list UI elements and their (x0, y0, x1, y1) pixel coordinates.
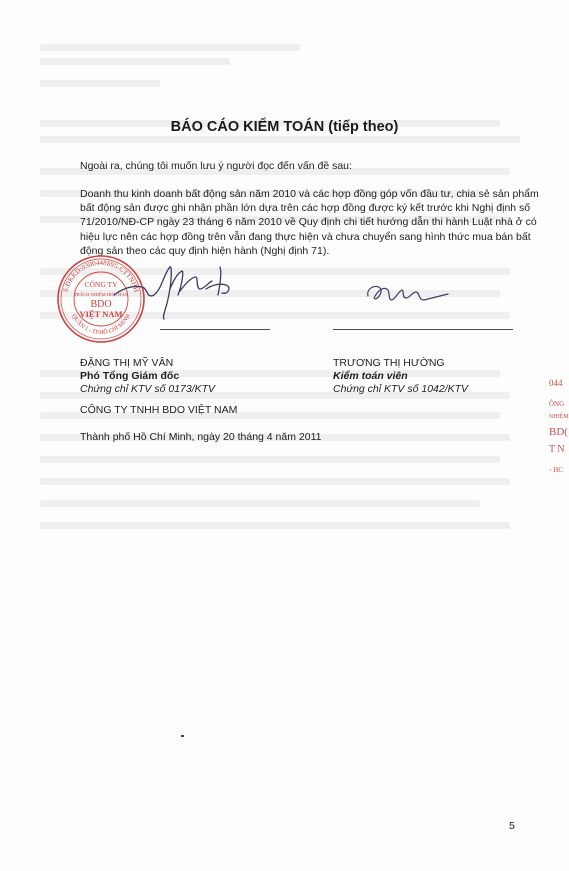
seal-line-bdo: BDO (90, 299, 112, 310)
signature-line-left (160, 329, 270, 330)
signatory-left-title: Phó Tổng Giám đốc (80, 370, 180, 382)
edge-stamp-text: ◦ HC (549, 466, 563, 474)
seal-arc-bottom: QUẬN 1 - TP.HỒ CHÍ MINH (70, 313, 132, 337)
place-date: Thành phố Hồ Chí Minh, ngày 20 tháng 4 năm 2011 (80, 431, 322, 443)
ghost-line (40, 500, 480, 507)
ghost-line (40, 44, 300, 51)
seal-line-type: TRÁCH NHIỆM HỮU HẠN (73, 292, 129, 297)
edge-stamp-text: ÔNG (549, 400, 565, 408)
emphasis-paragraph (80, 187, 539, 258)
signatory-left-certificate: Chứng chỉ KTV số 0173/KTV (80, 383, 216, 395)
signatory-right-certificate: Chứng chỉ KTV số 1042/KTV (333, 383, 469, 395)
paragraph-line: hiệu lực nên các hợp đồng trên vẫn đang thực hiện và chưa chuyển sang hình thức mua bán bất (80, 230, 531, 243)
ghost-line (40, 58, 230, 65)
seal-line-vietnam: VIỆT NAM (79, 309, 123, 319)
ghost-line (40, 456, 500, 463)
signature-line-right (333, 329, 513, 330)
signatory-right-title: Kiểm toán viên (333, 370, 408, 382)
scan-speck (181, 735, 184, 737)
report-title: BÁO CÁO KIỂM TOÁN (tiếp theo) (170, 119, 399, 135)
edge-stamp-text: BD( (549, 426, 568, 438)
paragraph-line: Doanh thu kinh doanh bất động sản năm 2010 và các hợp đồng góp vốn đầu tư, chia sẻ sản phẩm (80, 188, 539, 200)
company-name: CÔNG TY TNHH BDO VIỆT NAM (80, 404, 238, 416)
intro-sentence: Ngoài ra, chúng tôi muốn lưu ý người đọc đến vấn đề sau: (80, 160, 352, 172)
paragraph-line: 71/2010/NĐ-CP ngày 23 tháng 6 năm 2010 về Quy định chi tiết hướng dẫn thi hành Luật nhà ở có (80, 216, 537, 229)
signatory-right-name: TRƯƠNG THỊ HƯỜNG (333, 357, 445, 369)
signatory-right (333, 357, 468, 396)
signatory-left-name: ĐẶNG THỊ MỸ VÂN (80, 357, 174, 369)
ghost-line (40, 136, 520, 143)
edge-stamp-fragment (548, 378, 569, 488)
signatory-left (80, 357, 215, 396)
ghost-line (40, 478, 510, 485)
seal-line-company: CÔNG TY (84, 280, 118, 289)
left-signature (108, 255, 248, 325)
edge-stamp-text: T N (549, 444, 565, 455)
paragraph-line: bất động sản được ghi nhận phần lớn dựa trên các hợp đồng được ký kết trước khi Nghị định số (80, 202, 531, 215)
ghost-line (40, 522, 510, 529)
seal-arc-top: S.ĐKKD:0300448895-CTTNHH (61, 258, 141, 294)
paragraph-line: động sản theo các quy định hiện hành (Nghị định 71). (80, 244, 330, 257)
edge-stamp-text: NHIỆM (549, 414, 569, 420)
right-signature (362, 278, 452, 312)
ghost-line (40, 80, 160, 87)
page-number: 5 (509, 820, 515, 832)
edge-stamp-text: 044 (549, 378, 563, 388)
